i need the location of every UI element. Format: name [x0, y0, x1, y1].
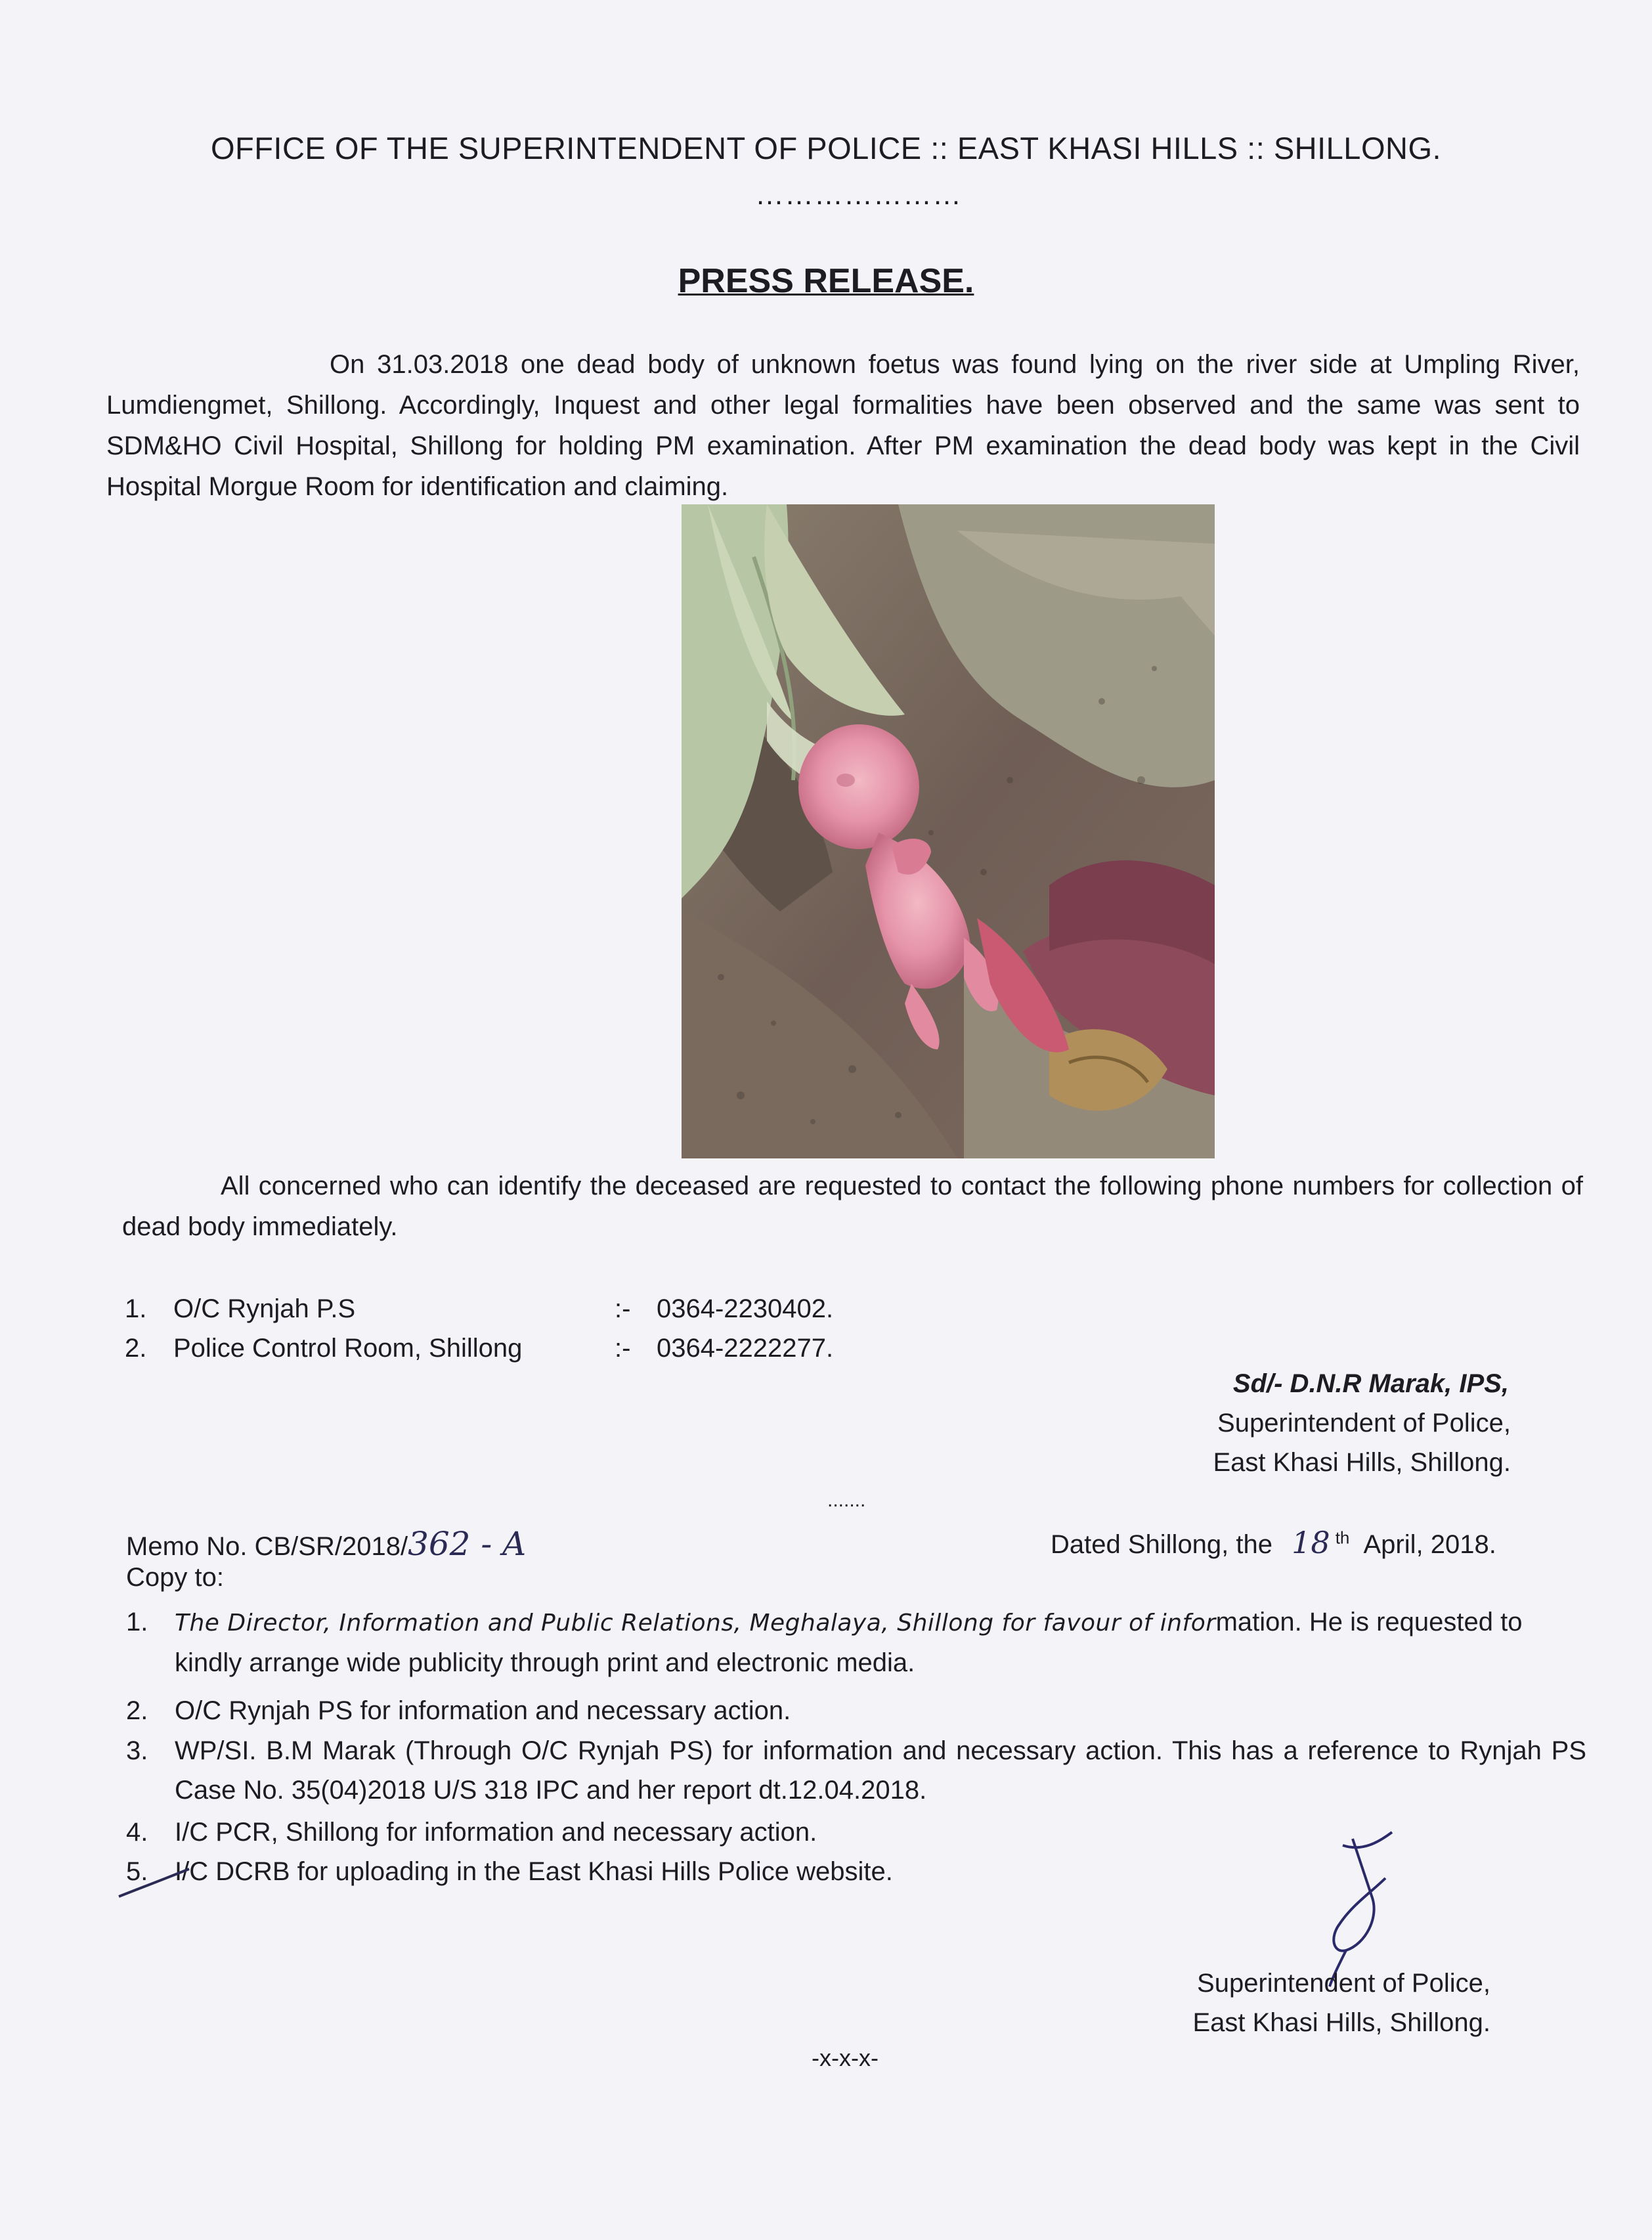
copy-item-2: [126, 1691, 1586, 1730]
copy-item-text: I/C PCR, Shillong for information and necessary action.: [175, 1818, 817, 1847]
copy-item-number: 2.: [126, 1696, 148, 1725]
memo-handwritten-number: 362 - A: [408, 1525, 527, 1563]
copy-item-number: 5.: [126, 1857, 148, 1886]
signatory-name: Sd/- D.N.R Marak, IPS,: [1232, 1369, 1509, 1398]
closing-title: Superintendent of Police,: [1197, 1969, 1490, 1998]
contact-phone-1: 0364-2230402.: [657, 1294, 834, 1323]
contact-name-1: O/C Rynjah P.S: [173, 1294, 356, 1323]
memo-prefix: Memo No. CB/SR/2018/: [126, 1532, 408, 1561]
dated-line: [1051, 1525, 1496, 1560]
signatory-title: Superintendent of Police,: [1217, 1409, 1511, 1438]
closing-place: East Khasi Hills, Shillong.: [1192, 2008, 1490, 2037]
dated-prefix: Dated Shillong, the: [1051, 1530, 1273, 1559]
copy-item-text-rest: mation. He is requested to kindly arrange wide publicity through print and electronic media.: [175, 1608, 1523, 1677]
copy-item-text: I/C DCRB for uploading in the East Khasi Hills Police website.: [175, 1857, 893, 1886]
copy-item-number: 3.: [126, 1736, 148, 1765]
evidence-photo: [682, 504, 1215, 1158]
handwritten-signature: [1307, 1819, 1405, 1990]
handwritten-strike-mark: [116, 1864, 194, 1903]
paragraph-request-text: All concerned who can identify the deceased are requested to contact the following phone numbers for collection of dead body immediately.: [122, 1172, 1583, 1241]
end-marker: -x-x-x-: [812, 2044, 879, 2071]
evidence-photo-image: [682, 504, 1215, 1158]
copy-item-text: WP/SI. B.M Marak (Through O/C Rynjah PS) for information and necessary action. This has a reference to Rynjah PS Case No. 35(04)2018 U/S 318 IPC and her report dt.12.04.2018.: [175, 1736, 1586, 1805]
copy-item-number: 1.: [126, 1608, 148, 1636]
contact-name-2: Police Control Room, Shillong: [173, 1334, 523, 1363]
header-dots: …………………: [755, 179, 962, 211]
copy-item-1: [126, 1602, 1586, 1681]
copy-item-number: 4.: [126, 1818, 148, 1847]
dated-month-year: April, 2018.: [1363, 1530, 1496, 1559]
paragraph-incident-text: On 31.03.2018 one dead body of unknown foetus was found lying on the river side at Umpling River, Lumdiengmet, Shillong. Accordingly, Inquest and other legal formalities have been observed and the same was sent to SDM&HO Civil Hospital, Shillong for holding PM examination. After PM examination the dead body was kept in the Civil Hospital Morgue Room for identification and claiming.: [106, 350, 1580, 501]
copy-item-text: [175, 1602, 1586, 1682]
copy-item-text: O/C Rynjah PS for information and necessary action.: [175, 1696, 791, 1725]
paragraph-incident: [106, 344, 1580, 507]
signatory-place: East Khasi Hills, Shillong.: [1213, 1448, 1511, 1477]
office-header: OFFICE OF THE SUPERINTENDENT OF POLICE :: EAST KHASI HILLS :: SHILLONG.: [210, 131, 1442, 165]
copy-to-label: Copy to:: [126, 1563, 224, 1592]
separator-dots: .......: [827, 1489, 866, 1511]
copy-item-text-italic: The Director, Information and Public Relations, Meghalaya, Shillong for favour of infor: [175, 1610, 1216, 1636]
contact-separator-2: :-: [615, 1334, 631, 1363]
dated-handwritten-day: 18: [1292, 1525, 1330, 1560]
contact-phone-2: 0364-2222277.: [657, 1334, 834, 1363]
dated-suffix-sup: th: [1335, 1527, 1350, 1548]
contact-separator-1: :-: [615, 1294, 631, 1323]
document-title: PRESS RELEASE.: [678, 262, 974, 300]
contact-number-1: 1.: [125, 1294, 147, 1323]
copy-item-3: [126, 1731, 1586, 1810]
paragraph-request: [122, 1166, 1583, 1247]
memo-number: [126, 1525, 526, 1563]
contact-number-2: 2.: [125, 1334, 147, 1363]
